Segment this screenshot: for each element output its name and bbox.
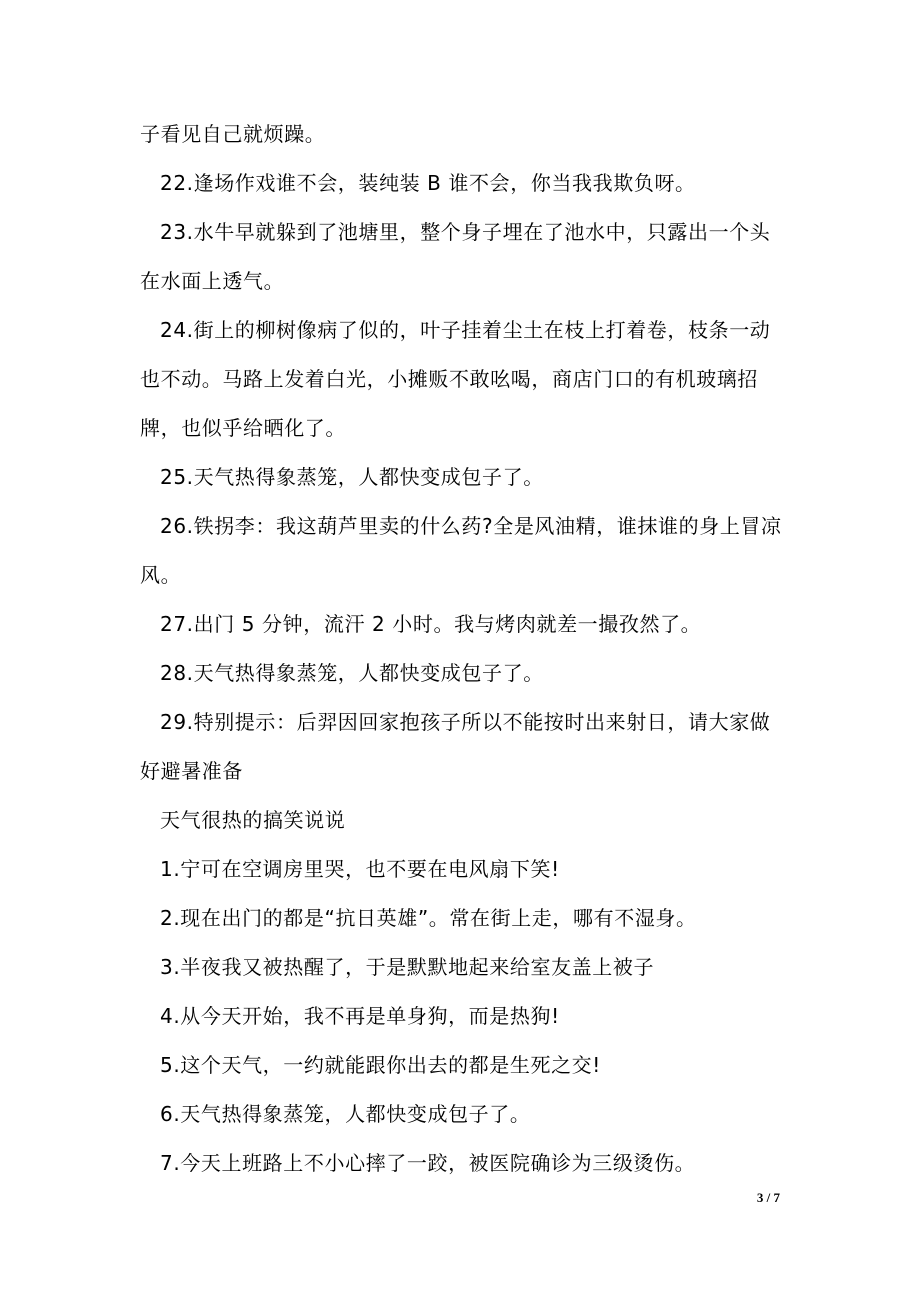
paragraph-item-29: 29.特别提示：后羿因回家抱孩子所以不能按时出来射日，请大家做好避暑准备 <box>140 710 771 783</box>
paragraph-item-2: 2.现在出门的都是“抗日英雄”。常在街上走，哪有不湿身。 <box>160 906 697 930</box>
paragraph-item-27: 27.出门 5 分钟，流汗 2 小时。我与烤肉就差一撮孜然了。 <box>160 612 702 636</box>
paragraph-item-26: 26.铁拐李：我这葫芦里卖的什么药?全是风油精，谁抹谁的身上冒凉风。 <box>140 514 782 587</box>
paragraph-item-22: 22.逢场作戏谁不会，装纯装 B 谁不会，你当我我欺负呀。 <box>160 171 696 195</box>
paragraph-item-28: 28.天气热得象蒸笼，人都快变成包子了。 <box>160 661 544 685</box>
page-number: 3 / 7 <box>756 1190 780 1205</box>
paragraph-item-23: 23.水牛早就躲到了池塘里，整个身子埋在了池水中，只露出一个头在水面上透气。 <box>140 220 771 293</box>
paragraph-item-24: 24.街上的柳树像病了似的，叶子挂着尘土在枝上打着卷，枝条一动也不动。马路上发着白光，小摊贩不敢吆喝，商店门口的有机玻璃招牌，也似乎给晒化了。 <box>140 318 771 440</box>
paragraph-item-1: 1.宁可在空调房里哭，也不要在电风扇下笑! <box>160 857 560 881</box>
paragraph-item-3: 3.半夜我又被热醒了，于是默默地起来给室友盖上被子 <box>160 955 655 979</box>
paragraph-item-7: 7.今天上班路上不小心摔了一跤，被医院确诊为三级烫伤。 <box>160 1151 696 1175</box>
paragraph-item-6: 6.天气热得象蒸笼，人都快变成包子了。 <box>160 1102 531 1126</box>
section-heading: 天气很热的搞笑说说 <box>160 808 346 832</box>
paragraph-continuation: 子看见自己就烦躁。 <box>140 122 326 146</box>
paragraph-item-25: 25.天气热得象蒸笼，人都快变成包子了。 <box>160 465 544 489</box>
paragraph-item-4: 4.从今天开始，我不再是单身狗，而是热狗! <box>160 1004 560 1028</box>
document-body <box>140 110 785 1188</box>
paragraph-item-5: 5.这个天气，一约就能跟你出去的都是生死之交! <box>160 1053 601 1077</box>
